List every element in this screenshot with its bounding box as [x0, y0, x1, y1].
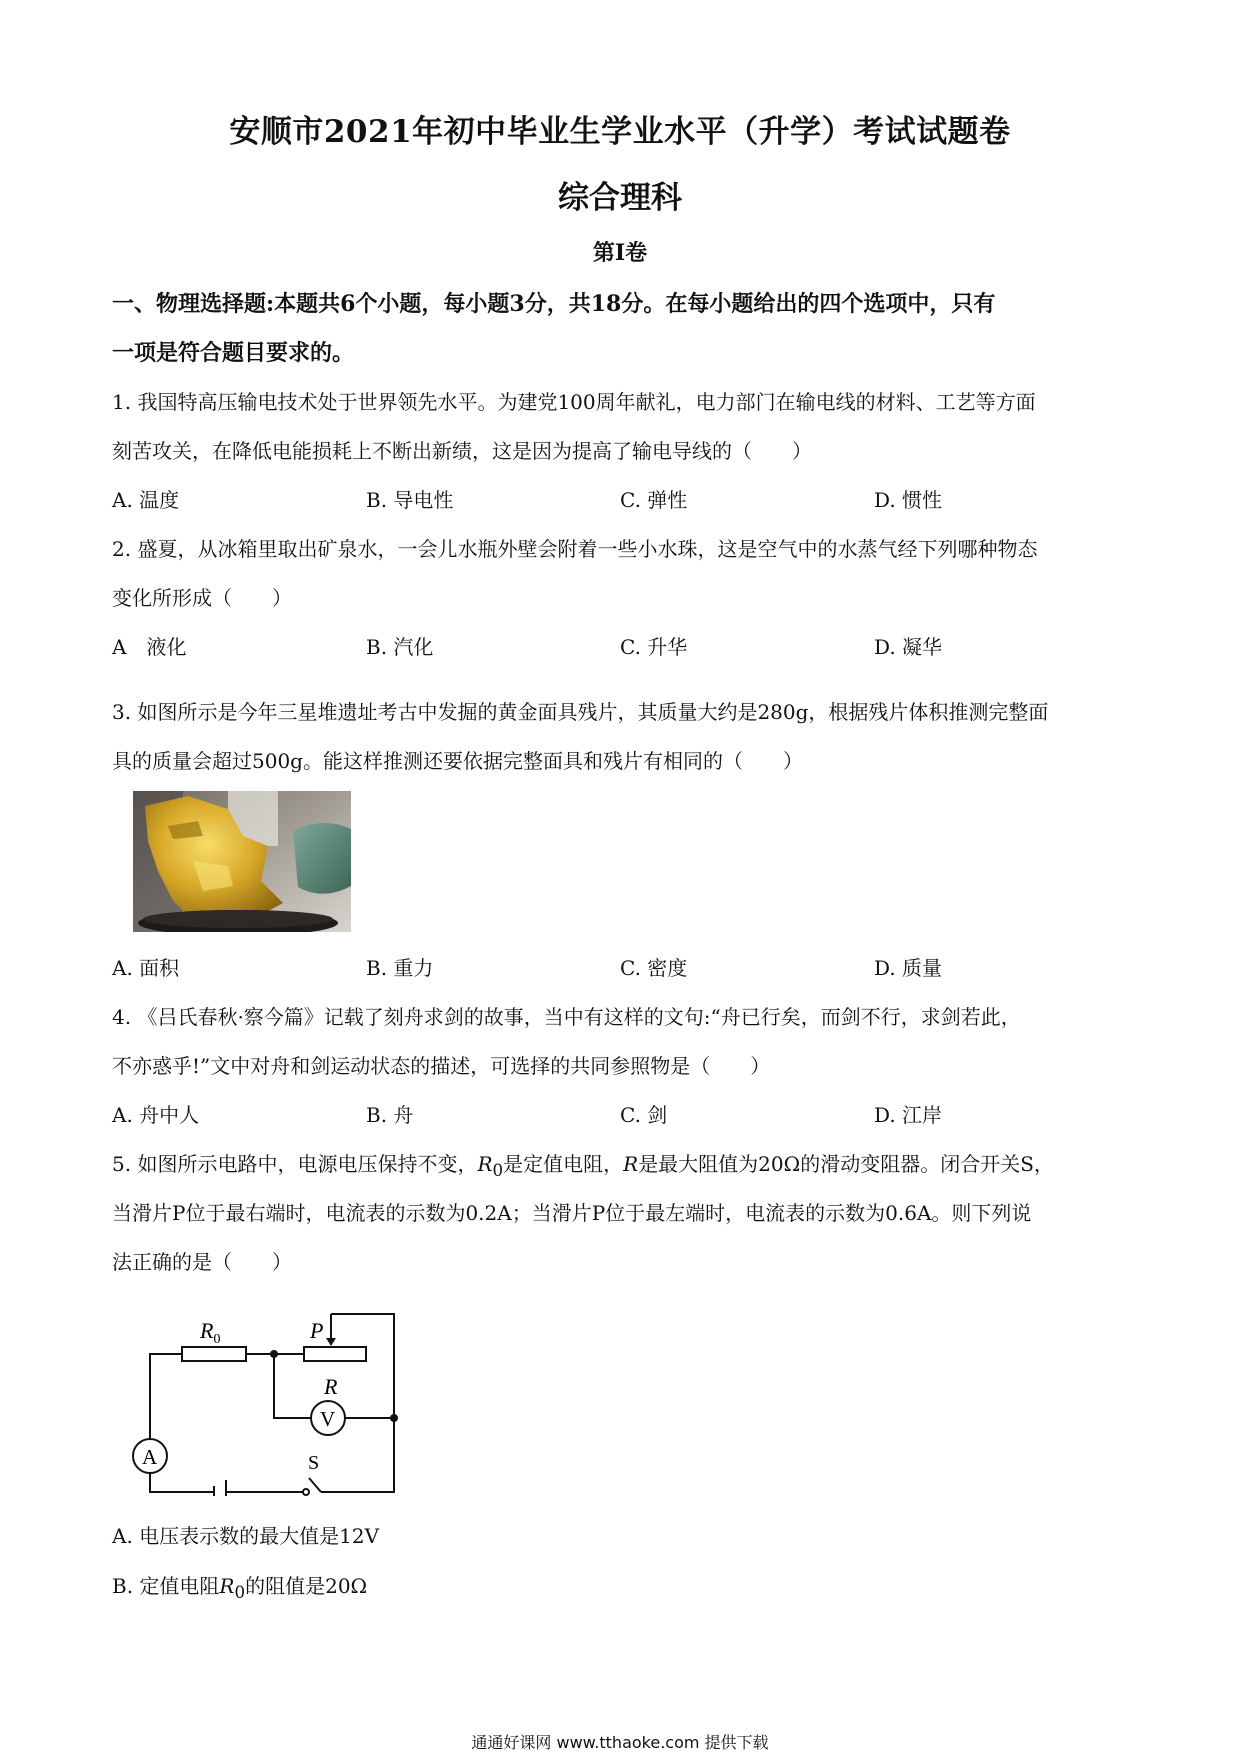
q2-text-line2: 变化所形成（ ）: [112, 586, 292, 610]
q4-option-d: D. 江岸: [874, 1103, 943, 1127]
circuit-label-r: R: [324, 1374, 338, 1399]
r-symbol: R: [623, 1152, 639, 1176]
gold-mask-photo: [133, 791, 351, 932]
q1-option-b: B. 导电性: [366, 488, 454, 512]
q5-text-line1: 5. 如图所示电路中，电源电压保持不变，$R_0$是定值电阻，R是最大阻值为20Ω的滑动变阻器。闭合开关S，: [112, 1152, 1054, 1180]
section-heading-line1: 一、物理选择题:本题共6个小题，每小题3分，共18分。在每小题给出的四个选项中，只有: [112, 291, 996, 317]
footer-source: 通通好课网 www.tthaoke.com 提供下载: [471, 1733, 769, 1752]
page-title: 安顺市2021年初中毕业生学业水平（升学）考试试题卷: [229, 114, 1011, 150]
q4-option-b: B. 舟: [366, 1103, 414, 1127]
voltmeter-label: V: [320, 1407, 336, 1431]
switch-label: S: [308, 1452, 320, 1474]
q4-text-line2: 不亦惑乎!”文中对舟和剑运动状态的描述，可选择的共同参照物是（ ）: [112, 1054, 771, 1078]
q2-option-a: A 液化: [112, 635, 187, 659]
q1-text-line2: 刻苦攻关，在降低电能损耗上不断出新绩，这是因为提高了输电导线的（ ）: [112, 439, 812, 463]
q3-option-d: D. 质量: [874, 956, 943, 980]
q1-option-a: A. 温度: [112, 488, 180, 512]
section-heading-line2: 一项是符合题目要求的。: [112, 340, 355, 366]
ammeter-label: A: [142, 1445, 158, 1469]
q1-option-d: D. 惯性: [874, 488, 943, 512]
q5-option-a: A. 电压表示数的最大值是12V: [112, 1524, 380, 1548]
q3-option-c: C. 密度: [620, 956, 688, 980]
circuit-label-r0: $R_0$: [200, 1318, 221, 1347]
q2-text-line1: 2. 盛夏，从冰箱里取出矿泉水，一会儿水瓶外壁会附着一些小水珠，这是空气中的水蒸气经下列哪种物态: [112, 537, 1038, 561]
q4-option-a: A. 舟中人: [112, 1103, 200, 1127]
circuit-diagram: [128, 1306, 418, 1496]
q3-text-line2: 具的质量会超过500g。能这样推测还要依据完整面具和残片有相同的（ ）: [112, 749, 803, 773]
q4-option-c: C. 剑: [620, 1103, 668, 1127]
q1-option-c: C. 弹性: [620, 488, 688, 512]
volume-label: 第I卷: [592, 240, 648, 266]
r0-symbol: R: [477, 1152, 493, 1176]
q3-option-a: A. 面积: [112, 956, 180, 980]
q2-option-c: C. 升华: [620, 635, 688, 659]
q5-text-line2: 当滑片P位于最右端时，电流表的示数为0.2A；当滑片P位于最左端时，电流表的示数为0.6A。则下列说: [112, 1201, 1032, 1225]
q2-option-b: B. 汽化: [366, 635, 434, 659]
q3-option-b: B. 重力: [366, 956, 434, 980]
q3-text-line1: 3. 如图所示是今年三星堆遗址考古中发掘的黄金面具残片，其质量大约是280g，根据残片体积推测完整面: [112, 700, 1049, 724]
circuit-label-p: P: [310, 1318, 324, 1343]
q4-text-line1: 4. 《吕氏春秋·察今篇》记载了刻舟求剑的故事，当中有这样的文句:“舟已行矣，而剑不行，求剑若此，: [112, 1005, 1021, 1029]
subject-title: 综合理科: [558, 180, 682, 216]
q5-option-b: B. 定值电阻$R_0$的阻值是20Ω: [112, 1574, 368, 1602]
q1-text-line1: 1. 我国特高压输电技术处于世界领先水平。为建党100周年献礼，电力部门在输电线的材料、工艺等方面: [112, 390, 1036, 414]
q5-text-line3: 法正确的是（ ）: [112, 1250, 292, 1274]
q2-option-d: D. 凝华: [874, 635, 943, 659]
